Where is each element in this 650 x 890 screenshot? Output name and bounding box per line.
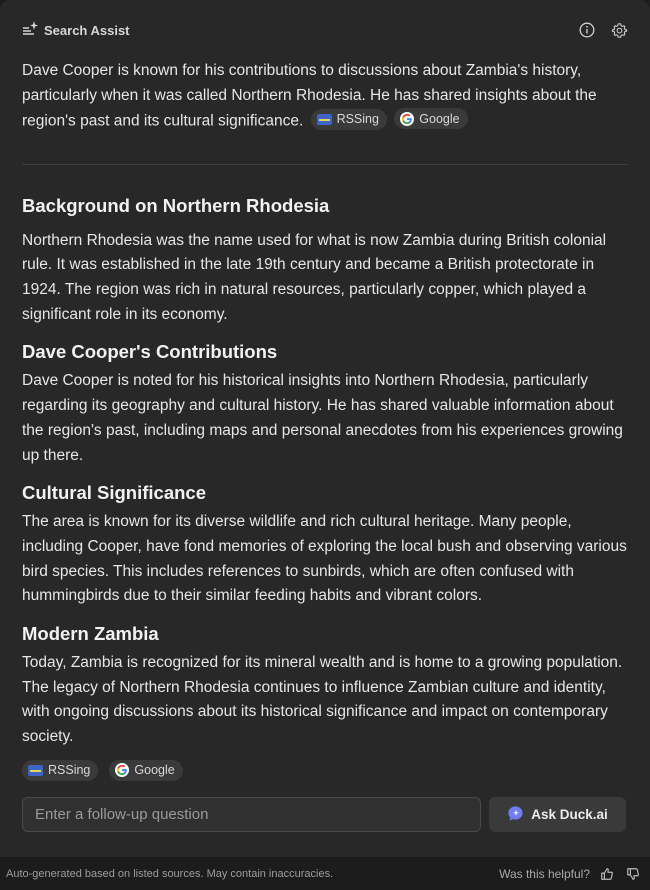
sparkle-list-icon xyxy=(22,20,38,41)
section-heading: Cultural Significance xyxy=(22,482,207,504)
source-chip-rssing[interactable] xyxy=(311,109,387,130)
intro-paragraph xyxy=(22,59,628,135)
feedback-prompt: Was this helpful? xyxy=(499,866,590,881)
panel-header xyxy=(22,20,628,40)
source-chip-rssing[interactable] xyxy=(22,760,98,781)
google-logo-icon xyxy=(400,112,414,126)
section-text: Today, Zambia is recognized for its mineral wealth and is home to a growing population. The legacy of Northern Rhodesia continues to influence Zambian culture and identity, with ongoing discussions about its historical significance and impact on contemporary society. xyxy=(22,654,623,746)
rssing-logo-icon xyxy=(28,765,43,776)
followup-question-input[interactable] xyxy=(22,797,481,832)
source-label: RSSing xyxy=(48,763,91,778)
followup-bar xyxy=(22,797,626,832)
source-label: Google xyxy=(419,111,460,126)
section-heading: Modern Zambia xyxy=(22,623,159,645)
header-title-group xyxy=(22,20,130,41)
bottom-sources xyxy=(22,760,628,781)
gear-icon[interactable] xyxy=(610,21,628,39)
rssing-logo-icon xyxy=(317,114,332,125)
panel-title: Search Assist xyxy=(44,22,130,38)
intro-text: Dave Cooper is known for his contributions to discussions about Zambia's history, particularly when it was called Northern Rhodesia. He has shared insights about the region's past and its cultural significance. xyxy=(22,62,597,130)
section-text: Dave Cooper is noted for his historical insights into Northern Rhodesia, particularly regarding its geography and cultural history. He has shared valuable information about the region's past, including maps and personal anecdotes from his experiences growing up there. xyxy=(22,372,623,464)
panel-footer xyxy=(0,857,650,890)
google-logo-icon xyxy=(115,763,129,777)
section-text: Northern Rhodesia was the name used for what is now Zambia during British colonial rule. It was established in the late 19th century and became a British protectorate in 1924. The region was rich in natural resources, particularly copper, which played a significant role in its economy. xyxy=(22,231,607,323)
section-heading: Background on Northern Rhodesia xyxy=(22,194,330,216)
section-heading: Dave Cooper's Contributions xyxy=(22,341,278,363)
section-text: The area is known for its diverse wildlife and rich cultural heritage. Many people, including Cooper, have fond memories of exploring the local bush and observing various bird species. This includes references to sunbirds, which are often confused with hummingbirds due to their similar feeding habits and vibrant colors. xyxy=(22,513,627,605)
info-icon[interactable] xyxy=(578,21,596,39)
thumbs-up-icon[interactable] xyxy=(598,865,616,883)
header-actions xyxy=(578,21,628,39)
answer-content xyxy=(22,59,628,781)
source-chip-google[interactable] xyxy=(109,760,182,781)
source-label: RSSing xyxy=(336,112,379,127)
ask-duck-ai-label: Ask Duck.ai xyxy=(531,807,608,822)
duck-ai-chat-icon xyxy=(507,805,524,825)
source-label: Google xyxy=(134,763,175,778)
ask-duck-ai-button[interactable] xyxy=(489,797,626,832)
disclaimer-text: Auto-generated based on listed sources. May contain inaccuracies. xyxy=(6,867,334,880)
source-chip-google[interactable] xyxy=(394,108,467,129)
feedback-group xyxy=(499,865,642,883)
thumbs-down-icon[interactable] xyxy=(624,865,642,883)
section-divider xyxy=(22,164,628,165)
